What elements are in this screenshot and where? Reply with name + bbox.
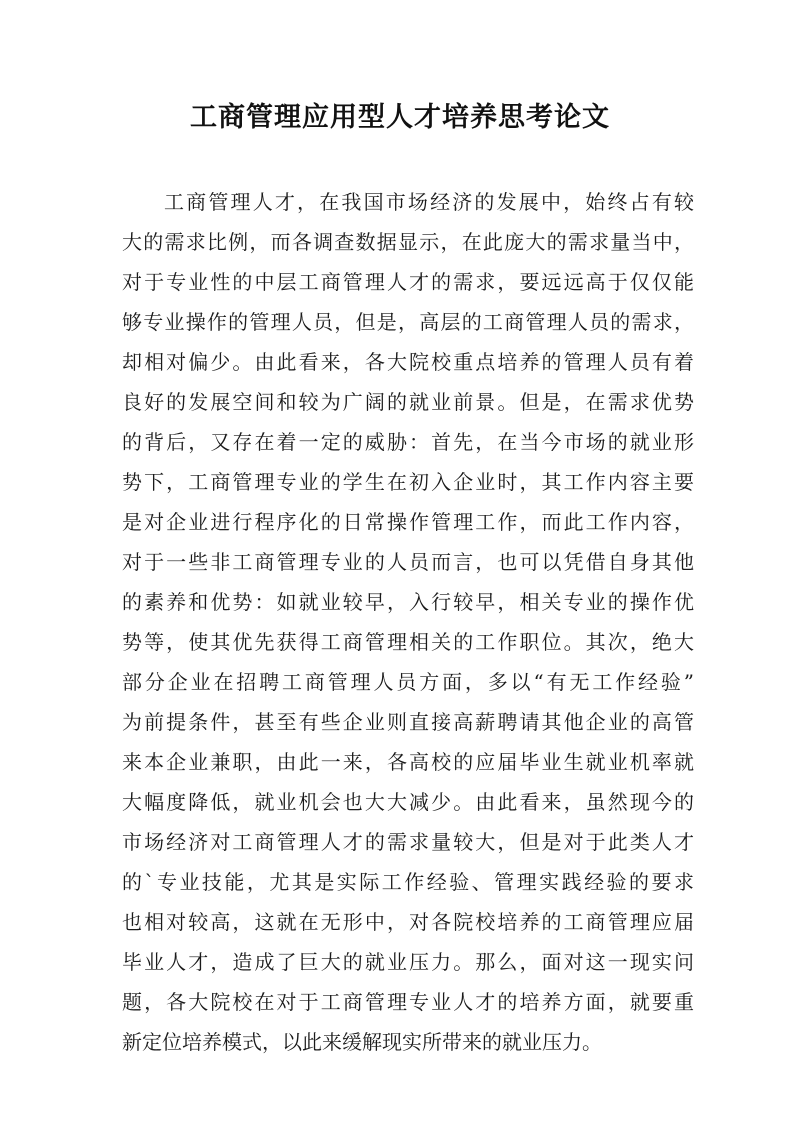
paragraph-line: 势等，使其优先获得工商管理相关的工作职位。其次，绝大	[122, 630, 694, 654]
paragraph-line: 工商管理人才，在我国市场经济的发展中，始终占有较	[164, 190, 694, 214]
paragraph-line: 对于专业性的中层工商管理人才的需求，要远远高于仅仅能	[122, 270, 694, 294]
paragraph-line: 部分企业在招聘工商管理人员方面，多以“有无工作经验”	[122, 670, 694, 694]
paragraph-line: 为前提条件，甚至有些企业则直接高薪聘请其他企业的高管	[122, 710, 694, 734]
paragraph-line: 的`专业技能，尤其是实际工作经验、管理实践经验的要求	[122, 870, 694, 894]
paragraph-line: 的背后，又存在着一定的威胁：首先，在当今市场的就业形	[122, 430, 694, 454]
page-title: 工商管理应用型人才培养思考论文	[190, 102, 610, 133]
paragraph-line: 也相对较高，这就在无形中，对各院校培养的工商管理应届	[122, 910, 694, 934]
paragraph-line: 势下，工商管理专业的学生在初入企业时，其工作内容主要	[122, 470, 694, 494]
paragraph-line: 毕业人才，造成了巨大的就业压力。那么，面对这一现实问	[122, 950, 694, 974]
paragraph-line: 良好的发展空间和较为广阔的就业前景。但是，在需求优势	[122, 390, 694, 414]
paragraph-line: 的素养和优势：如就业较早，入行较早，相关专业的操作优	[122, 590, 694, 614]
paragraph-line: 题，各大院校在对于工商管理专业人才的培养方面，就要重	[122, 990, 694, 1014]
paragraph-line: 大幅度降低，就业机会也大大减少。由此看来，虽然现今的	[122, 790, 694, 814]
paragraph-line: 是对企业进行程序化的日常操作管理工作，而此工作内容，	[122, 510, 694, 534]
paragraph-line: 新定位培养模式，以此来缓解现实所带来的就业压力。	[122, 1030, 602, 1054]
paragraph-line: 却相对偏少。由此看来，各大院校重点培养的管理人员有着	[122, 350, 694, 374]
body-paragraph	[122, 182, 694, 1062]
paragraph-line: 大的需求比例，而各调查数据显示，在此庞大的需求量当中，	[122, 230, 694, 254]
paragraph-line: 市场经济对工商管理人才的需求量较大，但是对于此类人才	[122, 830, 694, 854]
paragraph-line: 对于一些非工商管理专业的人员而言，也可以凭借自身其他	[122, 550, 694, 574]
paragraph-line: 够专业操作的管理人员，但是，高层的工商管理人员的需求，	[122, 310, 694, 334]
paragraph-line: 来本企业兼职，由此一来，各高校的应届毕业生就业机率就	[122, 750, 694, 774]
